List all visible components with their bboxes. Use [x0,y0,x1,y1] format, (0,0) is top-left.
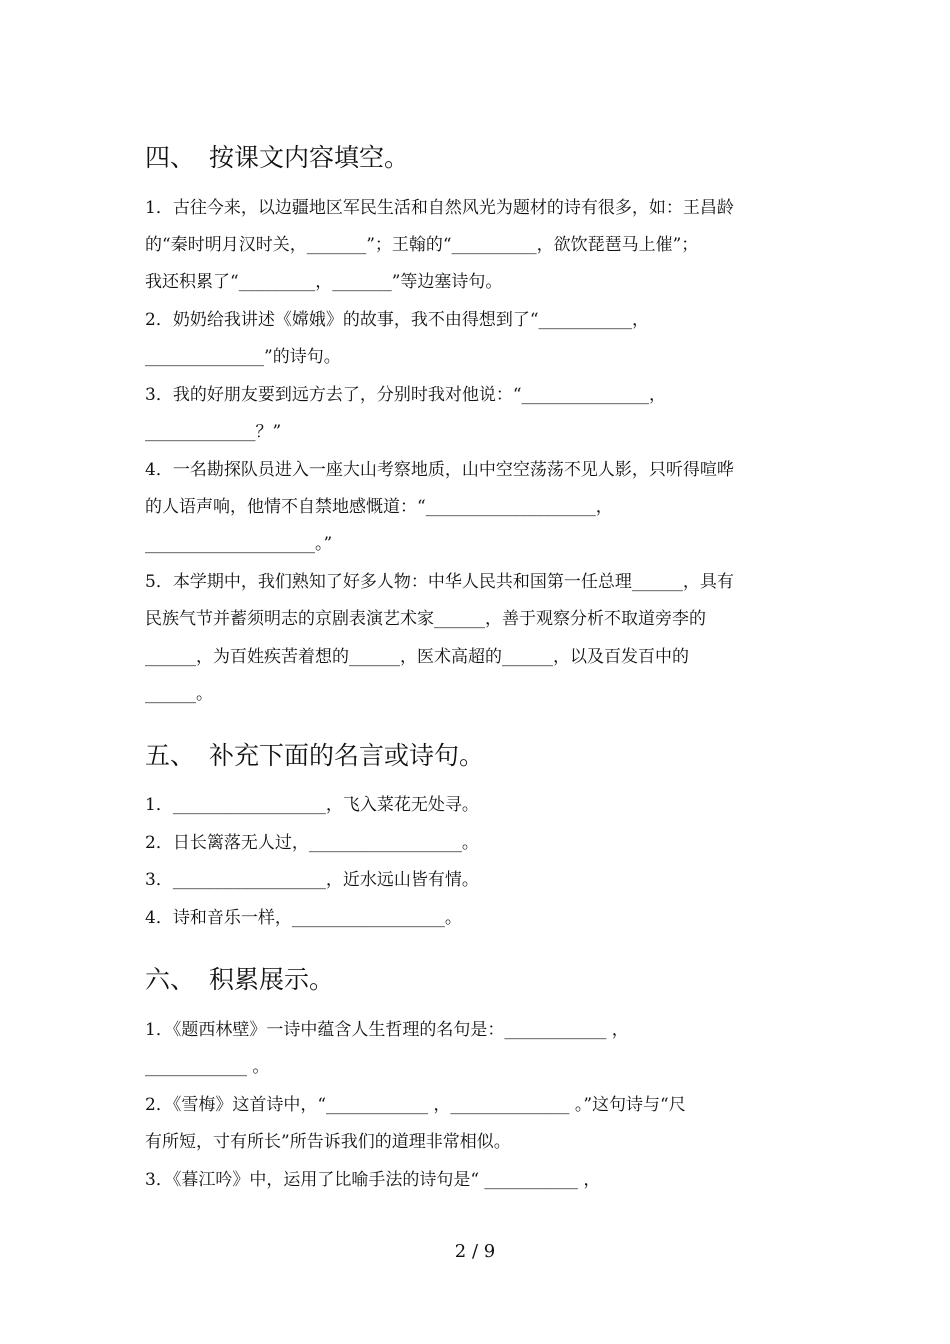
text-line: 我还积累了“_________，_______”等边塞诗句。 [145,272,503,292]
text-line: 3．__________________，近水远山皆有情。 [145,870,479,890]
text-line: ______，为百姓疾苦着想的______，医术高超的______，以及百发百中的 [145,647,689,667]
section-title: 积累展示。 [209,965,335,994]
text-line: ____________ 。 [145,1057,270,1077]
text-line: 2．《雪梅》这首诗中，“____________ ，______________ 。”这句诗与“尺 [145,1095,686,1115]
section-number: 六、 [145,965,196,994]
text-line: 1．《题西林壁》一诗中蕴含人生哲理的名句是：____________ ， [145,1020,629,1040]
text-line: ____________________。” [145,534,333,554]
text-line: 5．本学期中，我们熟知了好多人物：中华人民共和国第一任总理______，具有 [145,572,734,592]
text-line: 3．我的好朋友要到远方去了，分别时我对他说：“_______________， [145,385,667,405]
text-line: 2．日长篱落无人过，__________________。 [145,833,479,853]
text-line: 2．奶奶给我讲述《嫦娥》的故事，我不由得想到了“___________， [145,310,650,330]
section-number: 四、 [145,143,196,172]
page-number: 2 / 9 [454,1241,496,1262]
section-heading-4 [145,143,409,173]
text-line: 有所短，寸有所长”所告诉我们的道理非常相似。 [145,1132,511,1152]
text-line: 的“秦时明月汉时关，_______”；王翰的“__________，欲饮琵琶马上催”； [145,235,699,255]
text-line: 的人语声响，他情不自禁地感慨道：“____________________， [145,497,613,517]
text-line: 1．古往今来，以边疆地区军民生活和自然风光为题材的诗有很多，如：王昌龄 [145,198,734,218]
section-number: 五、 [145,741,196,770]
text-line: 4．一名勘探队员进入一座大山考察地质，山中空空荡荡不见人影，只听得喧哗 [145,460,734,480]
section-title: 按课文内容填空。 [209,143,410,172]
section-title: 补充下面的名言或诗句。 [209,741,485,770]
text-line: 民族气节并蓄须明志的京剧表演艺术家______，善于观察分析不取道旁李的 [145,609,706,629]
text-line: 4．诗和音乐一样，__________________。 [145,908,462,928]
text-line: ______________”的诗句。 [145,347,341,367]
text-line: 3．《暮江吟》中，运用了比喻手法的诗句是“ ___________ ， [145,1170,601,1190]
text-line: _____________？” [145,422,282,442]
section-heading-5 [145,741,484,771]
section-heading-6 [145,965,334,995]
text-line: ______。 [145,684,213,704]
text-line: 1．__________________，飞入菜花无处寻。 [145,795,479,815]
